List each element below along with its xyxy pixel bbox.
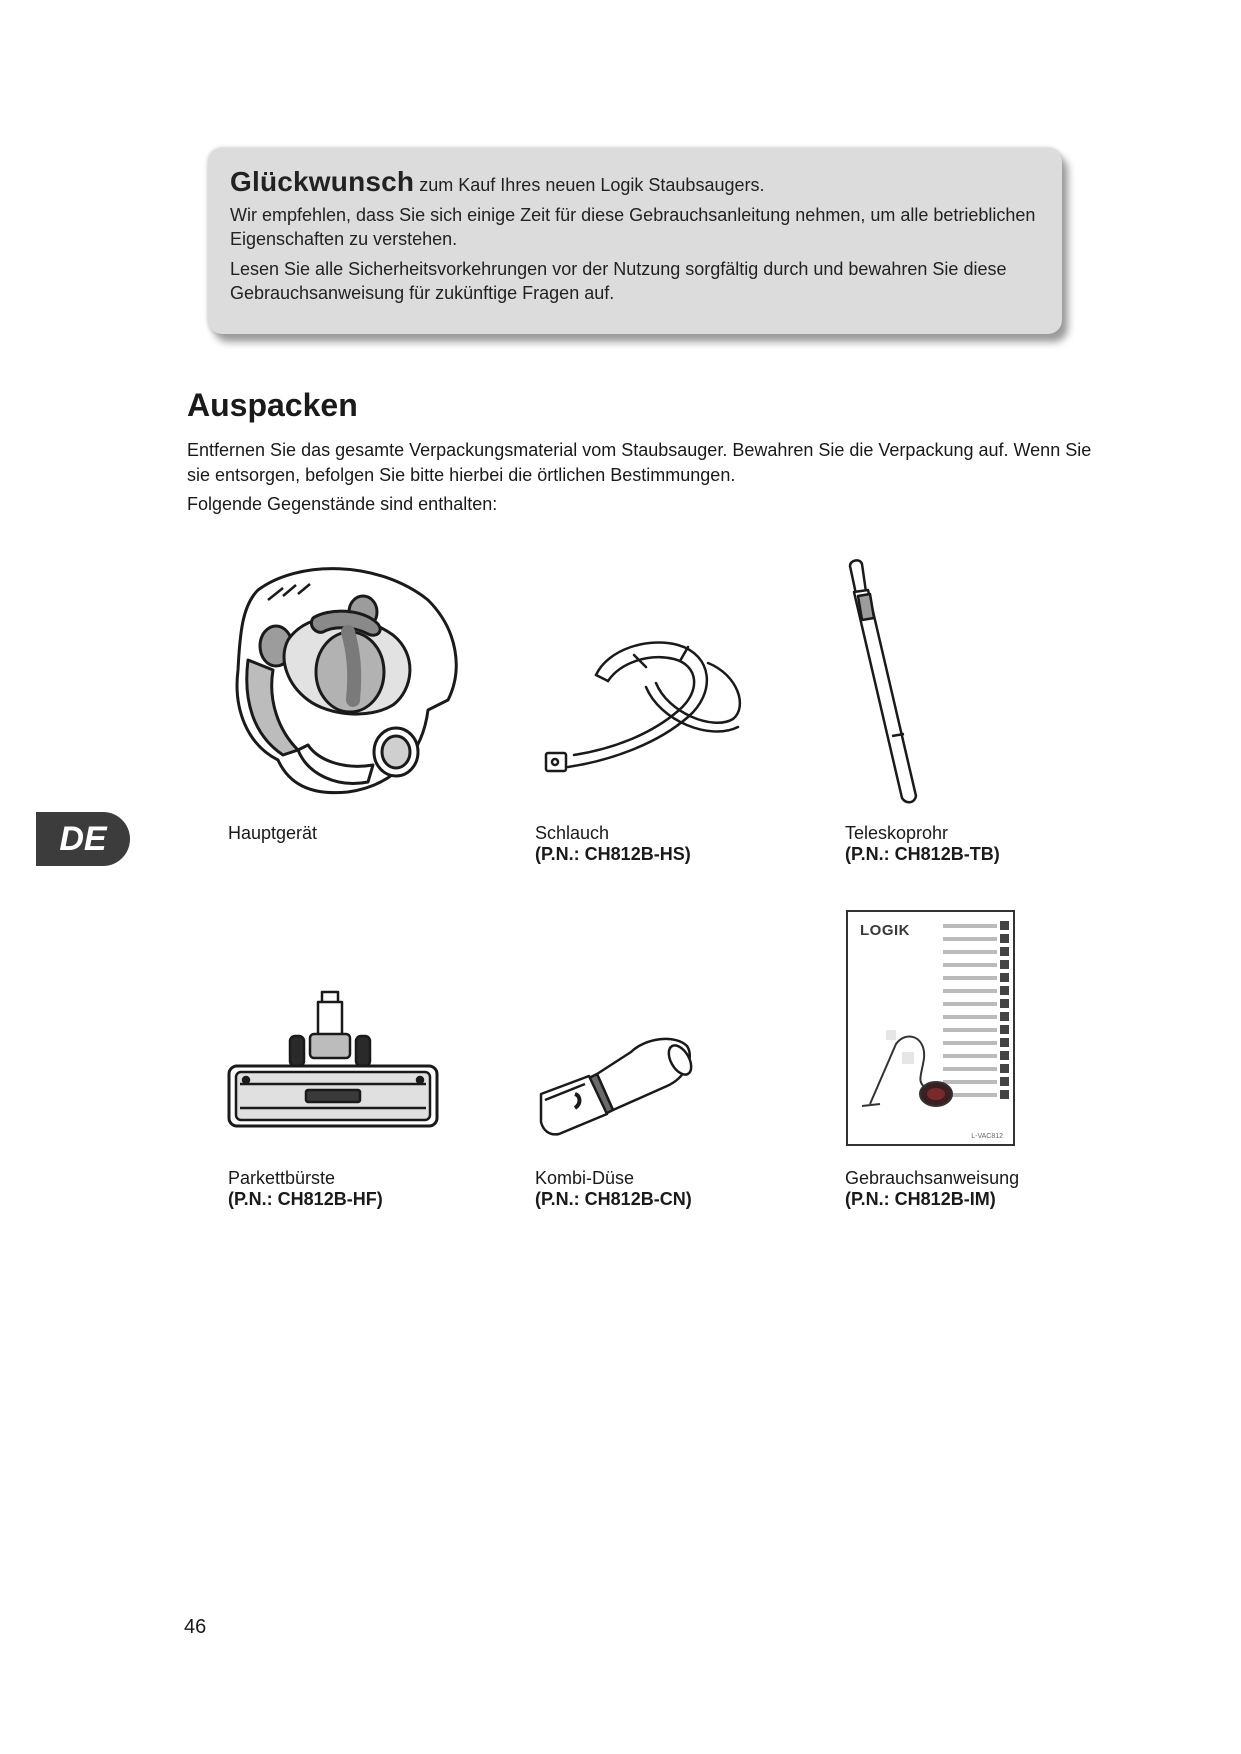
item-part-number: (P.N.: CH812B-TB) (845, 844, 1000, 864)
intro-box (208, 148, 1062, 334)
item-part-number: (P.N.: CH812B-IM) (845, 1189, 996, 1209)
section-title: Auspacken (187, 387, 358, 423)
manual-cover-model: L-VAC812 (971, 1133, 1003, 1140)
item-label: Kombi-Düse (535, 1168, 635, 1188)
item-part-number: (P.N.: CH812B-HS) (535, 844, 691, 864)
item-label: Schlauch (535, 823, 610, 843)
vacuum-cleaner-icon (856, 1022, 956, 1112)
manual-icon (846, 910, 1015, 1146)
item-label: Teleskoprohr (845, 823, 949, 843)
unpack-paragraph: Entfernen Sie das gesamte Verpackungsmaterial vom Staubsauger. Bewahren Sie die Verpackung auf. Wenn Sie sie entsorgen, befolgen Sie bitte hierbei die örtlichen Bestimmungen. (187, 440, 1092, 485)
floor-brush-icon (226, 988, 440, 1136)
page-number: 46 (184, 1616, 207, 1638)
intro-heading-line (230, 166, 1036, 197)
telescopic-tube-icon (840, 556, 920, 806)
intro-title: Glückwunsch (230, 166, 415, 197)
item-label: Parkettbürste (228, 1168, 336, 1188)
item-label: Hauptgerät (228, 823, 318, 843)
intro-title-rest: zum Kauf Ihres neuen Logik Staubsaugers. (419, 175, 765, 195)
item-part-number: (P.N.: CH812B-HF) (228, 1189, 383, 1209)
combination-nozzle-icon (535, 1030, 695, 1140)
manual-cover-brand: LOGIK (860, 922, 910, 939)
intro-line-2: Lesen Sie alle Sicherheitsvorkehrungen vor der Nutzung sorgfältig durch und bewahren Sie diese Gebrauchsanweisung für zukünftige Fragen auf. (230, 259, 1007, 303)
hose-icon (538, 635, 748, 785)
intro-line-1: Wir empfehlen, dass Sie sich einige Zeit für diese Gebrauchsanleitung nehmen, um alle betrieblichen Eigenschaften zu verstehen. (230, 205, 1036, 249)
item-label: Gebrauchsanweisung (845, 1168, 1020, 1188)
language-tab: DE (36, 812, 130, 866)
vacuum-body-icon (228, 560, 468, 805)
item-part-number: (P.N.: CH812B-CN) (535, 1189, 692, 1209)
contents-lead: Folgende Gegenstände sind enthalten: (187, 494, 498, 514)
